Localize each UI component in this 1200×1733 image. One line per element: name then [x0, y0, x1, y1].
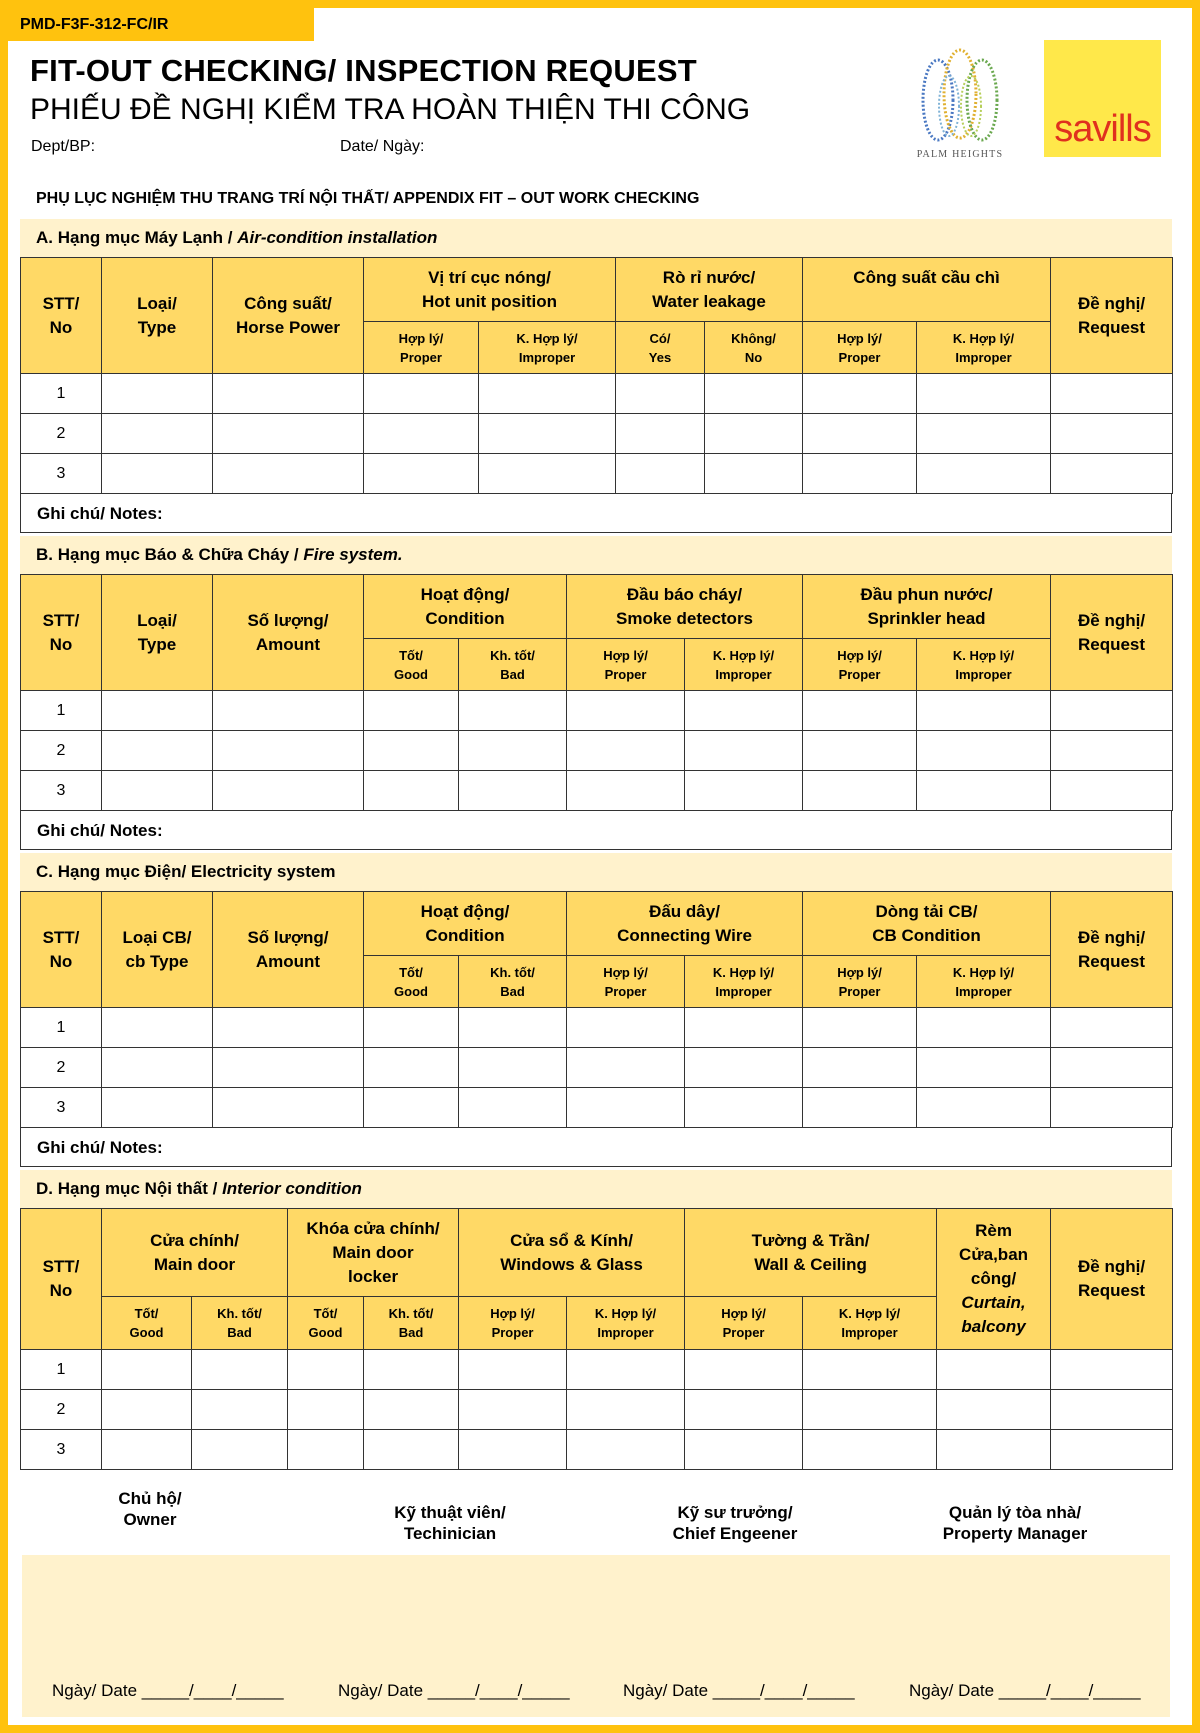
table-row: 2 [21, 1390, 1173, 1430]
col-amount: Số lượng/ Amount [213, 892, 364, 1008]
property-manager-label: Quản lý tòa nhà/ Property Manager [942, 1503, 1088, 1543]
sub-improper: K. Hợp lý/ Improper [479, 322, 616, 374]
col-sprinkler: Đầu phun nước/ Sprinkler head [803, 575, 1051, 639]
sub-good: Tốt/ Good [364, 956, 459, 1008]
signature-labels [20, 1488, 1172, 1548]
col-connecting-wire: Đấu dây/ Connecting Wire [567, 892, 803, 956]
table-row: 1 [21, 374, 1173, 414]
chief-engineer-date-line[interactable]: Ngày/ Date _____/____/_____ [623, 1681, 855, 1700]
savills-text: savills [1054, 108, 1151, 150]
chief-engineer-label: Kỹ sư trưởng/ Chief Engeener [672, 1503, 798, 1543]
section-a-table [20, 257, 1173, 494]
col-no: STT/ No [21, 892, 102, 1008]
technician-label: Kỹ thuật viên/ Techinician [394, 1503, 506, 1543]
table-row: 3 [21, 771, 1173, 811]
col-door-locker: Khóa cửa chính/ Main door locker [288, 1209, 459, 1297]
sub-bad: Kh. tốt/ Bad [192, 1297, 288, 1350]
col-no: STT/ No [21, 1209, 102, 1350]
col-water-leakage: Rò rỉ nước/ Water leakage [616, 258, 803, 322]
sub-proper: Hợp lý/ Proper [803, 322, 917, 374]
section-c [20, 853, 1172, 1167]
col-cb-condition: Dòng tải CB/ CB Condition [803, 892, 1051, 956]
col-main-door: Cửa chính/ Main door [102, 1209, 288, 1297]
section-d [20, 1170, 1172, 1470]
sub-good: Tốt/ Good [102, 1297, 192, 1350]
section-c-title: C. Hạng mục Điện/ Electricity system [20, 853, 1172, 891]
sub-proper: Hợp lý/ Proper [567, 639, 685, 691]
table-row: 1 [21, 691, 1173, 731]
title-english: FIT-OUT CHECKING/ INSPECTION REQUEST [30, 53, 697, 88]
col-no: STT/ No [21, 258, 102, 374]
col-request: Đề nghị/ Request [1051, 1209, 1173, 1350]
col-fuse: Công suất cầu chì [803, 258, 1051, 322]
savills-logo [1044, 40, 1161, 157]
sub-yes: Có/ Yes [616, 322, 705, 374]
notes-field[interactable]: Ghi chú/ Notes: [20, 811, 1172, 850]
col-curtain-balcony: Rèm Cửa,ban công/ Curtain, balcony [937, 1209, 1051, 1350]
section-a [20, 219, 1172, 533]
palm-heights-logo [900, 48, 1020, 163]
col-request: Đề nghị/ Request [1051, 258, 1173, 374]
table-row: 2 [21, 731, 1173, 771]
table-row: 3 [21, 454, 1173, 494]
sub-no: Không/ No [705, 322, 803, 374]
sub-proper: Hợp lý/ Proper [459, 1297, 567, 1350]
sub-improper: K. Hợp lý/ Improper [917, 956, 1051, 1008]
date-label: Date/ Ngày: [340, 138, 425, 155]
section-d-table [20, 1208, 1173, 1470]
sub-improper: K. Hợp lý/ Improper [917, 322, 1051, 374]
notes-field[interactable]: Ghi chú/ Notes: [20, 1128, 1172, 1167]
technician-date-line[interactable]: Ngày/ Date _____/____/_____ [338, 1681, 570, 1700]
table-row: 3 [21, 1088, 1173, 1128]
sub-proper: Hợp lý/ Proper [685, 1297, 803, 1350]
sub-improper: K. Hợp lý/ Improper [685, 956, 803, 1008]
sub-good: Tốt/ Good [288, 1297, 364, 1350]
property-manager-date-line[interactable]: Ngày/ Date _____/____/_____ [909, 1681, 1141, 1700]
owner-date-line[interactable]: Ngày/ Date _____/____/_____ [52, 1681, 284, 1700]
palm-leaves-icon [900, 48, 1020, 148]
sub-proper: Hợp lý/ Proper [803, 956, 917, 1008]
col-smoke-detectors: Đầu báo cháy/ Smoke detectors [567, 575, 803, 639]
col-type: Loại/ Type [102, 258, 213, 374]
col-wall-ceiling: Tường & Trần/ Wall & Ceiling [685, 1209, 937, 1297]
col-condition: Hoạt động/ Condition [364, 892, 567, 956]
section-b [20, 536, 1172, 850]
section-b-table [20, 574, 1173, 811]
sub-improper: K. Hợp lý/ Improper [567, 1297, 685, 1350]
section-c-table [20, 891, 1173, 1128]
notes-field[interactable]: Ghi chú/ Notes: [20, 494, 1172, 533]
section-a-title: A. Hạng mục Máy Lạnh / Air-condition installation [20, 219, 1172, 257]
sub-improper: K. Hợp lý/ Improper [685, 639, 803, 691]
col-request: Đề nghị/ Request [1051, 892, 1173, 1008]
title-vietnamese: PHIẾU ĐỀ NGHỊ KIỂM TRA HOÀN THIỆN THI CÔNG [30, 93, 751, 126]
section-d-title: D. Hạng mục Nội thất / Interior condition [20, 1170, 1172, 1208]
table-row: 2 [21, 414, 1173, 454]
dept-label: Dept/BP: [31, 138, 96, 155]
sub-bad: Kh. tốt/ Bad [459, 639, 567, 691]
sub-proper: Hợp lý/ Proper [803, 639, 917, 691]
sub-bad: Kh. tốt/ Bad [364, 1297, 459, 1350]
sub-proper: Hợp lý/ Proper [567, 956, 685, 1008]
appendix-title: PHỤ LỤC NGHIỆM THU TRANG TRÍ NỘI THẤT/ APPENDIX FIT – OUT WORK CHECKING [36, 190, 700, 207]
palm-heights-text: PALM HEIGHTS [916, 149, 1004, 160]
col-hot-unit: Vị trí cục nóng/ Hot unit position [364, 258, 616, 322]
col-amount: Số lượng/ Amount [213, 575, 364, 691]
col-horse-power: Công suất/ Horse Power [213, 258, 364, 374]
section-b-title: B. Hạng mục Báo & Chữa Cháy / Fire system. [20, 536, 1172, 574]
col-cb-type: Loại CB/ cb Type [102, 892, 213, 1008]
sub-proper: Hợp lý/ Proper [364, 322, 479, 374]
col-request: Đề nghị/ Request [1051, 575, 1173, 691]
table-row: 1 [21, 1008, 1173, 1048]
col-windows-glass: Cửa sổ & Kính/ Windows & Glass [459, 1209, 685, 1297]
table-row: 3 [21, 1430, 1173, 1470]
col-no: STT/ No [21, 575, 102, 691]
form-code: PMD-F3F-312-FC/IR [8, 8, 314, 41]
sub-good: Tốt/ Good [364, 639, 459, 691]
sub-improper: K. Hợp lý/ Improper [917, 639, 1051, 691]
col-condition: Hoạt động/ Condition [364, 575, 567, 639]
sub-bad: Kh. tốt/ Bad [459, 956, 567, 1008]
col-type: Loại/ Type [102, 575, 213, 691]
table-row: 1 [21, 1350, 1173, 1390]
sub-improper: K. Hợp lý/ Improper [803, 1297, 937, 1350]
owner-label: Chủ hộ/ Owner [118, 1489, 182, 1529]
table-row: 2 [21, 1048, 1173, 1088]
